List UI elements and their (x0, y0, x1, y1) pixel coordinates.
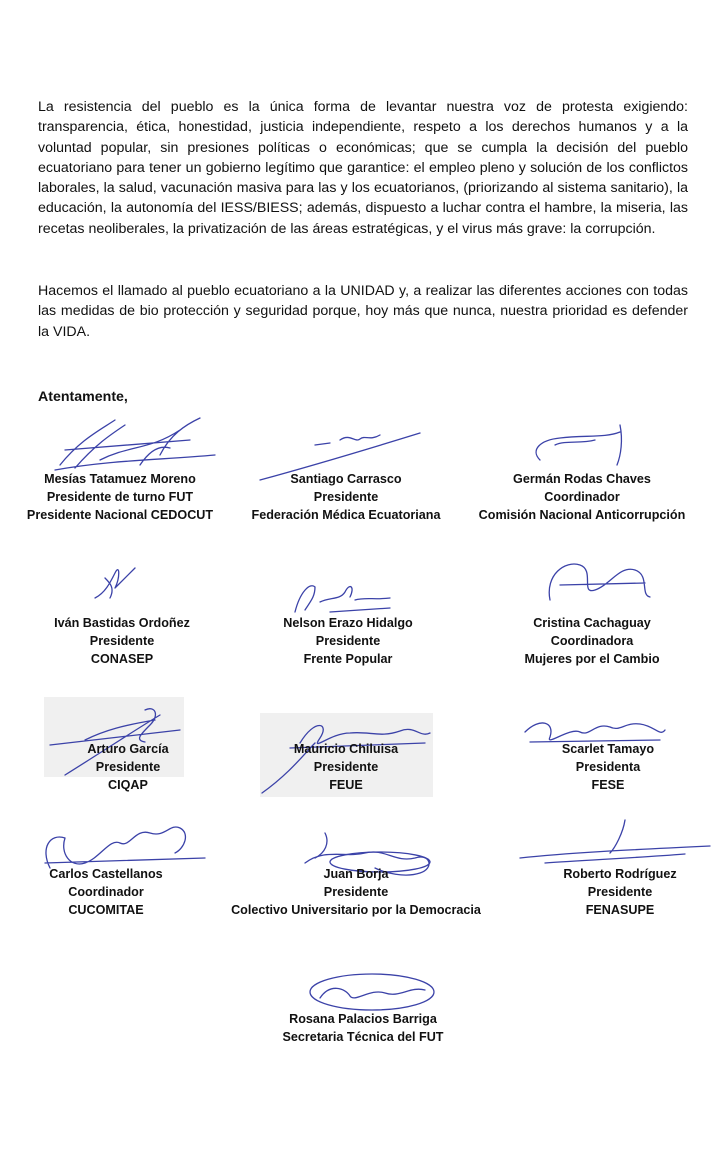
signatory-organization: Presidente Nacional CEDOCUT (26, 508, 214, 522)
signatory-name: Cristina Cachaguay (533, 616, 651, 630)
signatory-organization: Federación Médica Ecuatoriana (251, 508, 441, 522)
signatory-name: Mesías Tatamuez Moreno (44, 472, 196, 486)
signatory-name: Juan Borja (323, 867, 389, 881)
signature-cristina (540, 555, 660, 605)
signatory-block (8, 740, 248, 794)
signatory-role: Presidente (95, 760, 161, 774)
signatory-name: Arturo García (87, 742, 169, 756)
signatory-block (243, 1010, 483, 1046)
signatory-block (2, 614, 242, 668)
signature-ivan (85, 548, 145, 608)
signatory-organization: FEUE (329, 778, 363, 792)
signatory-block (226, 470, 466, 524)
signatory-role: Presidente (89, 634, 155, 648)
body-paragraph-2: Hacemos el llamado al pueblo ecuatoriano a la UNIDAD y, a realizar las diferentes acciones con todas las medidas de bio protección y seguridad porque, hoy más que nunca, nuestra prioridad es defender la VIDA. (38, 283, 688, 340)
signatory-block (472, 614, 712, 668)
signatory-role: Coordinador (544, 490, 620, 504)
signatory-name: Santiago Carrasco (290, 472, 402, 486)
signatory-block (0, 865, 226, 919)
signatory-name: Mauricio Chiluisa (293, 742, 399, 756)
signatory-organization: Frente Popular (303, 652, 393, 666)
signatory-block (226, 865, 486, 919)
signatory-block (0, 470, 240, 524)
signatory-name: Carlos Castellanos (49, 867, 163, 881)
signature-rosana (305, 968, 440, 1013)
signatory-block (488, 740, 720, 794)
signatory-organization: Colectivo Universitario por la Democracia (231, 903, 481, 917)
signatory-organization: FENASUPE (585, 903, 655, 917)
signatory-name: Nelson Erazo Hidalgo (283, 616, 413, 630)
signatory-block (226, 740, 466, 794)
closing-salutation: Atentamente, (38, 389, 128, 405)
signatory-name: Roberto Rodríguez (563, 867, 677, 881)
signatory-name: Iván Bastidas Ordoñez (54, 616, 190, 630)
signatory-role: Coordinadora (550, 634, 634, 648)
signatory-organization: CIQAP (108, 778, 148, 792)
signatory-organization: CONASEP (90, 652, 154, 666)
signatory-name: Rosana Palacios Barriga (289, 1012, 437, 1026)
signatory-role: Presidente (323, 885, 389, 899)
signatory-role: Presidenta (575, 760, 641, 774)
signatory-role: Presidente (313, 490, 379, 504)
signatory-role: Presidente (587, 885, 653, 899)
signatory-block (228, 614, 468, 668)
signature-roberto (515, 818, 715, 868)
signatory-name: Scarlet Tamayo (561, 742, 655, 756)
signatory-role: Presidente (313, 760, 379, 774)
signatory-organization: Comisión Nacional Anticorrupción (478, 508, 686, 522)
signatory-role: Secretaria Técnica del FUT (282, 1030, 444, 1044)
signatory-name: Germán Rodas Chaves (513, 472, 651, 486)
signatory-organization: FESE (591, 778, 625, 792)
signatory-role: Coordinador (68, 885, 144, 899)
signatory-organization: CUCOMITAE (68, 903, 144, 917)
signatory-block (500, 865, 720, 919)
signatory-role: Presidente de turno FUT (46, 490, 194, 504)
signatory-organization: Mujeres por el Cambio (524, 652, 660, 666)
signatory-block (462, 470, 702, 524)
body-paragraph-1: La resistencia del pueblo es la única forma de levantar nuestra voz de protesta exigiendo: transparencia, ética, honestidad, justicia independiente, respeto a los derechos humanos y a la voluntad popular, sin presiones políticas o económicas; que se cumpla la decisión del pueblo ecuatoriano para tener un gobierno legítimo que garantice: el empleo pleno y solución de los conflictos laborales, la salud, vacunación masiva para las y los ecuatorianos, (priorizando al sistema sanitario), la educación, la autonomía del IESS/BIESS; además, dispuesto a luchar contra el hambre, la miseria, las recetas neoliberales, la privatización de las áreas estratégicas, y el virus más grave: la corrupción. (38, 99, 688, 237)
signatory-role: Presidente (315, 634, 381, 648)
signature-german (525, 420, 635, 470)
